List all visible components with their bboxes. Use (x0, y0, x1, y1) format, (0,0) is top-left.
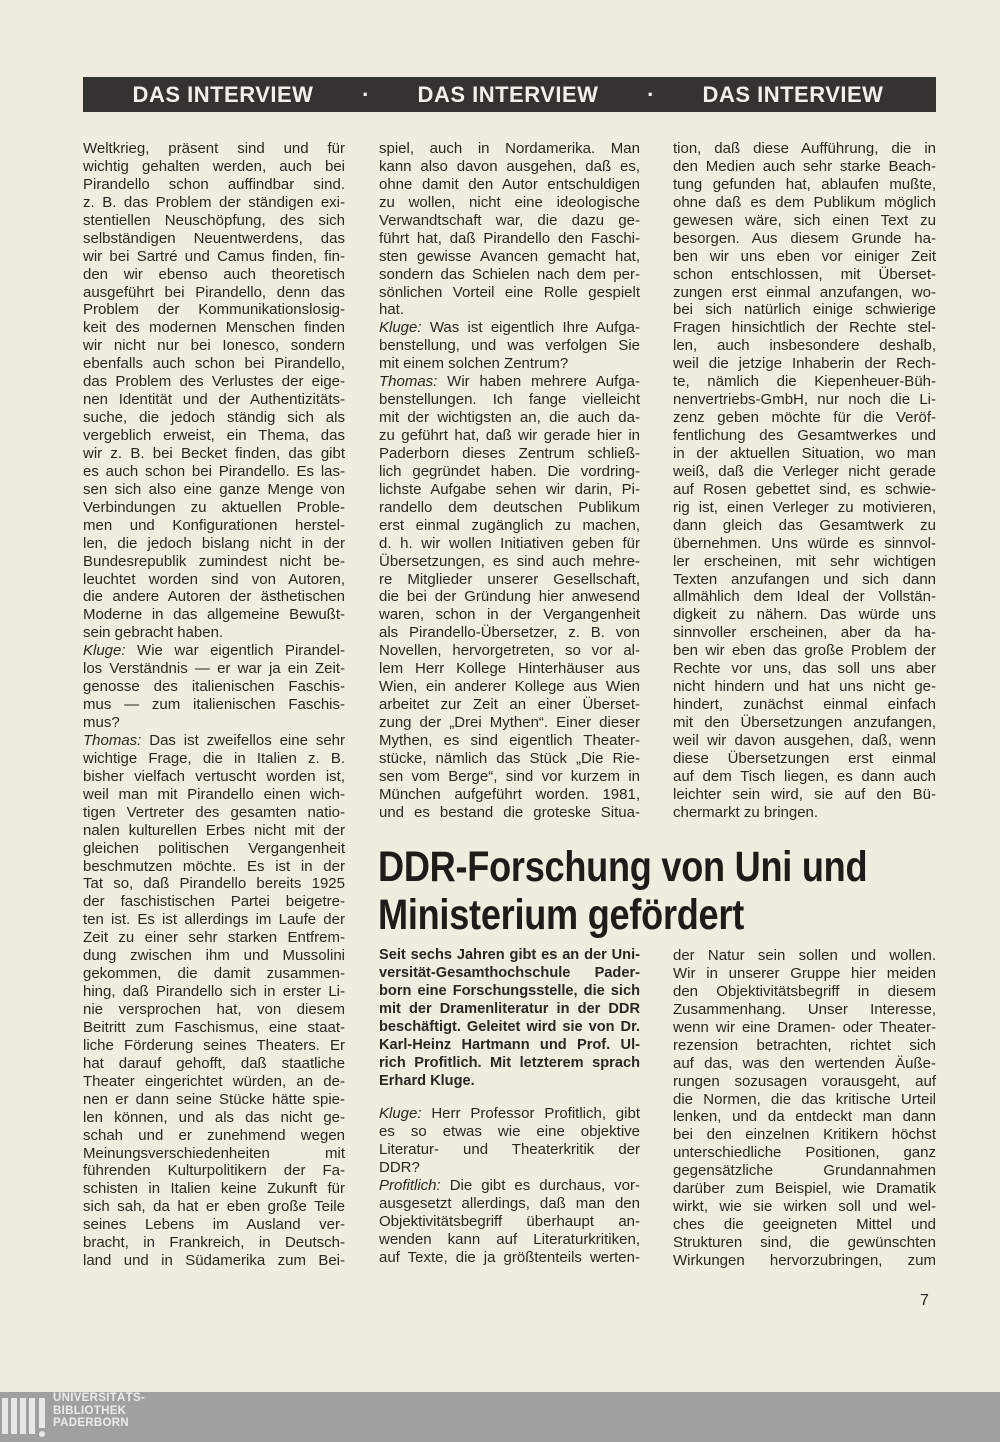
text-line: weil man mit Pirandello einen wich- (83, 785, 345, 803)
text-line: liche Förderung seines Theaters. Er (83, 1036, 345, 1054)
text-line: sen vom Berge“, sind vor kurzem in (379, 767, 640, 785)
text-line: das Problem des Verlustes der eige- (83, 373, 345, 391)
text-line: Weltkrieg, präsent sind und für (83, 140, 345, 157)
text-line: die Normen, die das kritische Urteil (673, 1090, 936, 1108)
section-header-bar (83, 77, 936, 112)
text-line: Tat so, daß Pirandello bereits 1925 (83, 875, 345, 893)
text-line: weiß, daß die Verleger nicht gerade (673, 462, 936, 480)
text-line: auf Rosen gebettet sind, es schwie- (673, 480, 936, 498)
text-line: stücke, nämlich das Stück „Die Rie- (379, 749, 640, 767)
library-logo-text (53, 1392, 145, 1430)
text-line: Verbindungen zu aktuellen Proble- (83, 498, 345, 516)
text-line: diese Übersetzungen erst einmal (673, 749, 936, 767)
text-line: Zusammenhang. Unser Interesse, (673, 1000, 936, 1018)
text-line: rich Profitlich. Mit letzterem sprach (379, 1054, 640, 1071)
text-line: nenvertriebs-GmbH, nur noch die Li- (673, 391, 936, 409)
text-line: spiel, auch in Nordamerika. Man (379, 140, 640, 157)
text-line: chermarkt zu bringen. (673, 803, 819, 821)
text-line: Problem der Kommunikationslosig- (83, 301, 345, 319)
text-line: benstellung, und was verfolgen Sie (379, 337, 640, 355)
text-line: keit des modernen Menschen finden (83, 319, 345, 337)
section-title: DAS INTERVIEW (417, 82, 599, 107)
text-line: übernehmen. Uns würde es sinnvol- (673, 534, 936, 552)
article-column-3 (673, 947, 936, 1270)
text-line: leichter sein wird, sie auf den Bü- (673, 785, 936, 803)
text-line: bracht, in Frankreich, in Deutsch- (83, 1234, 345, 1252)
text-line: Rechte vor uns, das soll uns aber (673, 660, 936, 678)
speaker-name: Kluge: (83, 642, 126, 660)
text-line: Wir in unserer Gruppe hier meiden (673, 964, 936, 982)
text-line: born eine Forschungsstelle, die sich (379, 982, 640, 999)
article-lead (379, 947, 640, 1091)
text-line: wichtige Frage, die in Italien z. B. (83, 749, 345, 767)
text-line: nicht hindern und hat uns nicht ge- (673, 678, 936, 696)
text-line: führenden Kulturpolitikern der Fa- (83, 1162, 345, 1180)
text-line: die bei der Gründung hier anwesend (379, 588, 640, 606)
text-line: wenn wir eine Dramen- oder Theater- (673, 1018, 936, 1036)
text-line: re Mitglieder unserer Gesellschaft, (379, 570, 640, 588)
text-line: der faschistischen Partei beigetre- (83, 893, 345, 911)
text-line: Übersetzungen, es sind auch mehre- (379, 552, 640, 570)
article-column-2 (379, 1105, 640, 1266)
text-line: ohne damit den Autor entschuldigen (379, 175, 640, 193)
text-line: zu wollen, nicht eine ideologische (379, 193, 640, 211)
text-line: Beitritt zum Faschismus, eine staat- (83, 1018, 345, 1036)
text-line: erst einmal zugänglich zu machen, (379, 516, 640, 534)
text-line: len, die jedoch bislang nicht in der (83, 534, 345, 552)
text-line: rig ist, einen Verleger zu motivieren, (673, 498, 936, 516)
speaker-name: Kluge: (379, 1105, 422, 1122)
text-line: tigen Vertreter des gesamten natio- (83, 803, 345, 821)
text-line: rungen sozusagen vorausgeht, auf (673, 1072, 936, 1090)
text-line: wir z. B. bei Becket finden, das gibt (83, 444, 345, 462)
text-line: den Objektivitätsbegriff in diesem (673, 982, 936, 1000)
text-line: wichtig gehalten werden, auch bei (83, 157, 345, 175)
text-line: fentlichung des Gesamtwerkes und (673, 427, 936, 444)
text-line: bei den einzelnen Kritikern höchst (673, 1126, 936, 1144)
text-line: dung zwischen ihm und Mussolini (83, 947, 345, 965)
text-line: sten gewisse Avancen gemacht hat, (379, 247, 640, 265)
text-line: den wir ebenso auch theoretisch (83, 265, 345, 283)
text-line: sen sich also eine ganze Menge von (83, 480, 345, 498)
text-line: genosse des italienischen Faschis- (83, 678, 345, 696)
text-line: und es bestand die groteske Situa- (379, 803, 640, 821)
headline-line: Ministerium gefördert (378, 891, 744, 939)
page-number: 7 (920, 1292, 929, 1309)
text-line: gegensätzliche Grundannahmen (673, 1162, 936, 1180)
text-line: in der aktuellen Situation, wo man (673, 444, 936, 462)
text-line: seines Lebens im Ausland ver- (83, 1216, 345, 1234)
text-line: auf das, was den wertenden Äuße- (673, 1054, 936, 1072)
text-line: Fragen hinsichtlich der Rechte stel- (673, 319, 936, 337)
text-line: los Verständnis — er war ja ein Zeit- (83, 660, 345, 678)
text-line: Objektivitätsbegriff überhaupt an- (379, 1212, 640, 1230)
text-line: gekommen, die damit zusammen- (83, 965, 345, 983)
text-line: sondern das Schielen nach dem per- (379, 265, 640, 283)
text-line: Bundesrepublik zumindest nicht be- (83, 552, 345, 570)
text-line: Theater eingerichtet würden, an de- (83, 1072, 345, 1090)
text-line: leuchtet worden sind von Autoren, (83, 570, 345, 588)
text-line: Novellen, hervorgetreten, so vor al- (379, 642, 640, 660)
text-line: arbeitet zur Zeit an einer Überset- (379, 696, 640, 714)
logo-line: UNIVERSITÄTS- (53, 1392, 146, 1404)
text-line: sich sah, da hat er eben große Teile (83, 1198, 345, 1216)
text-line: tion, daß diese Aufführung, die in (673, 140, 936, 157)
text-line: zu geführt hat, daß wir gerade hier in (379, 427, 640, 444)
text-line: besorgen. Aus diesem Grunde ha- (673, 229, 936, 247)
text-line: mus? (83, 714, 120, 731)
text-line: lich gegründet haben. Die vordring- (379, 462, 640, 480)
text-line: Kluge: Herr Professor Profitlich, gibt (379, 1105, 640, 1122)
text-line: beschmutzen möchte. Es ist in der (83, 857, 345, 875)
text-line: Meinungsverschiedenheiten mit (83, 1144, 345, 1162)
text-line: ler erscheinen, mit sehr wichtigen (673, 552, 936, 570)
text-line: beschäftigt. Geleitet wird sie von Dr. (379, 1018, 640, 1035)
article-headline (378, 843, 867, 939)
text-line: sein gebracht haben. (83, 624, 224, 642)
text-line: suche, die jedoch ständig sich als (83, 409, 345, 427)
text-line: Thomas: Wir haben mehrere Aufga- (379, 373, 640, 391)
text-line: auf Texte, die ja größtenteils werten- (379, 1248, 640, 1266)
speaker-name: Profitlich: (379, 1176, 441, 1194)
text-line: Profitlich: Die gibt es durchaus, vor- (379, 1176, 640, 1194)
text-line: zung der „Drei Mythen“. Einer dieser (379, 714, 640, 731)
interview-column-1 (83, 140, 345, 1270)
text-line: Paderborn dieses Zentrum schließ- (379, 444, 640, 462)
section-title: DAS INTERVIEW (702, 82, 884, 107)
text-line: schon entschlossen, mit Überset- (673, 265, 936, 283)
logo-line: BIBLIOTHEK (53, 1404, 127, 1417)
text-line: DDR? (379, 1158, 420, 1176)
text-line: Texten anzufangen und sich dann (673, 570, 936, 588)
speaker-name: Kluge: (379, 319, 422, 337)
speaker-name: Thomas: (83, 731, 142, 749)
text-line: weil wir davon ausgehen, daß, wenn (673, 731, 936, 749)
separator-dot: · (647, 82, 655, 107)
text-line: hat. (379, 301, 405, 319)
text-line: mit der Dramenliteratur in der DDR (379, 1000, 640, 1017)
text-line: te, nämlich die Kiepenheuer-Büh- (673, 373, 936, 391)
text-line: es auch schon bei Pirandello. Es las- (83, 462, 345, 480)
section-title: DAS INTERVIEW (132, 82, 314, 107)
text-line: wenden kann auf Literaturkritiken, (379, 1230, 640, 1248)
text-line: wir nicht nur bei Ionesco, sondern (83, 337, 345, 355)
text-line: schisten in Italien keine Zukunft für (83, 1180, 345, 1198)
text-line: hat darauf gehofft, daß staatliche (83, 1054, 345, 1072)
text-line: mit der wichtigsten an, die auch da- (379, 409, 640, 427)
text-line: Verwandtschaft war, die dazu ge- (379, 211, 640, 229)
text-line: ches die geeigneten Mittel und (673, 1216, 936, 1234)
text-line: Pirandello schon auffindbar sind. (83, 175, 345, 193)
separator-dot: · (362, 82, 370, 107)
interview-column-2 (379, 140, 640, 822)
text-line: len können, und als das nicht ge- (83, 1108, 345, 1126)
text-line: sinnvoller erscheinen, aber da ha- (673, 624, 936, 642)
text-line: tung gefunden hat, ablaufen mußte, (673, 175, 936, 193)
text-line: allmählich dem Ideal der Vollstän- (673, 588, 936, 606)
text-line: Erhard Kluge. (379, 1072, 475, 1089)
text-line: gewesen wäre, sich einen Text zu (673, 211, 936, 229)
speaker-name: Thomas: (379, 373, 438, 391)
text-line: hing, daß Pirandello sich in erster Li- (83, 983, 345, 1001)
text-line: zungen erst einmal anzufangen, wo- (673, 283, 936, 301)
text-line: nen Identität und der Authentizitäts- (83, 391, 345, 409)
text-line: versität-Gesamthochschule Pader- (379, 964, 640, 981)
text-line: ten ist. Es ist allerdings im Laufe der (83, 911, 345, 929)
text-line: Kluge: Was ist eigentlich Ihre Aufga- (379, 319, 640, 337)
text-line: weil die jetzige Inhaberin der Rech- (673, 355, 936, 373)
library-footer (0, 1392, 1000, 1442)
text-line: vergeblich erweist, ein Thema, das (83, 427, 345, 444)
text-line: sönlichen Vorteil eine Rolle gespielt (379, 283, 640, 301)
text-line: mus — zum italienischen Faschis- (83, 696, 345, 714)
text-line: nalen kulturellen Erbes nicht mit der (83, 821, 345, 839)
text-line: es so etwas wie eine objektive (379, 1122, 640, 1140)
text-line: Moderne in das allgemeine Bewußt- (83, 606, 345, 624)
text-line: wir bei Sartré und Camus finden, fin- (83, 247, 345, 265)
text-line: schah und er zunehmend wegen (83, 1126, 345, 1144)
text-line: ohne daß es dem Publikum möglich (673, 193, 936, 211)
text-line: Literatur- und Theaterkritik der (379, 1140, 640, 1158)
text-line: ausgeführt bei Pirandello, denn das (83, 283, 345, 301)
text-line: ebenfalls auch schon bei Pirandello, (83, 355, 345, 373)
text-line: Thomas: Das ist zweifellos eine sehr (83, 731, 345, 749)
text-line: nie versprochen hat, von diesem (83, 1001, 345, 1018)
text-line: nen er dann seine Stücke hätte spie- (83, 1090, 345, 1108)
text-line: unterschiedliche Positionen, ganz (673, 1144, 936, 1162)
text-line: zenz geben möchte für die Veröf- (673, 409, 936, 427)
text-line: hindert, zunächst einmal einfach (673, 696, 936, 714)
text-line: die andere Autoren der ästhetischen (83, 588, 345, 606)
text-line: men und Konfigurationen herstel- (83, 516, 345, 534)
text-line: ausgesetzt allerdings, daß man den (379, 1194, 640, 1212)
text-line: benstellungen. Ich fange vielleicht (379, 391, 640, 409)
text-line: wirkt, wie sie wirken soll und wel- (673, 1198, 936, 1216)
text-line: dann gleich das Gesamtwerk zu (673, 516, 936, 534)
text-line: randello dem deutschen Publikum (379, 498, 640, 516)
text-line: Wien, ein anderer Kollege aus Wien (379, 678, 640, 696)
text-line: selbständigen Neuentwerdens, das (83, 229, 345, 247)
text-line: d. h. wir wollen Initiativen geben für (379, 534, 640, 552)
library-logo-icon (0, 1398, 46, 1434)
text-line: Zeit zu einer sehr starken Entfrem- (83, 929, 345, 947)
text-line: lenken, und da entdeckt man dann (673, 1108, 936, 1126)
text-line: als Pirandello-Übersetzer, z. B. von (379, 624, 640, 642)
text-line: ben wir eben das große Problem der (673, 642, 936, 660)
text-line: bei sich natürlich einige schwierige (673, 301, 936, 319)
text-line: der Natur sein sollen und wollen. (673, 947, 936, 964)
text-line: Kluge: Wie war eigentlich Pirandel- (83, 642, 345, 660)
text-line: ben wir uns eben vor einiger Zeit (673, 247, 936, 265)
text-line: stentiellen Neuschöpfung, des sich (83, 211, 345, 229)
text-line: führt hat, daß Pirandello den Faschi- (379, 229, 640, 247)
text-line: den Medien auch sehr starke Beach- (673, 157, 936, 175)
text-line: kann also davon ausgehen, daß es, (379, 157, 640, 175)
text-line: mit den Übersetzungen anzufangen, (673, 714, 936, 731)
text-line: land und in Südamerika zum Bei- (83, 1252, 345, 1270)
interview-column-3 (673, 140, 936, 822)
text-line: darüber zum Beispiel, wie Dramatik (673, 1180, 936, 1198)
text-line: Mythen, es sind eigentlich Theater- (379, 731, 640, 749)
text-line: lem Herr Kollege Hinterhäuser aus (379, 660, 640, 678)
text-line: mit einem solchen Zentrum? (379, 355, 569, 373)
text-line: Seit sechs Jahren gibt es an der Uni- (379, 947, 640, 963)
text-line: z. B. das Problem der ständigen exi- (83, 193, 345, 211)
text-line: lichste Aufgabe sehen wir darin, Pi- (379, 480, 640, 498)
text-line: gleichen politischen Vergangenheit (83, 839, 345, 857)
text-line: München aufgeführt worden. 1981, (379, 785, 640, 803)
text-line: Karl-Heinz Hartmann und Prof. Ul- (379, 1036, 640, 1053)
text-line: Strukturen sind, die gewünschten (673, 1234, 936, 1251)
text-line: waren, schon in der Vergangenheit (379, 606, 640, 624)
text-line: Wirkungen hervorzubringen, zum (673, 1251, 936, 1269)
headline-line: DDR-Forschung von Uni und (378, 843, 868, 891)
logo-line: PADERBORN (53, 1417, 129, 1429)
text-line: bisher vielfach vertuscht worden ist, (83, 767, 345, 785)
text-line: len, auch insbesondere deshalb, (673, 337, 936, 355)
text-line: auf dem Tisch liegen, es dann auch (673, 767, 936, 785)
text-line: rezension betrachten, richtet sich (673, 1036, 936, 1054)
text-line: digkeit zu nähern. Das würde uns (673, 606, 936, 624)
